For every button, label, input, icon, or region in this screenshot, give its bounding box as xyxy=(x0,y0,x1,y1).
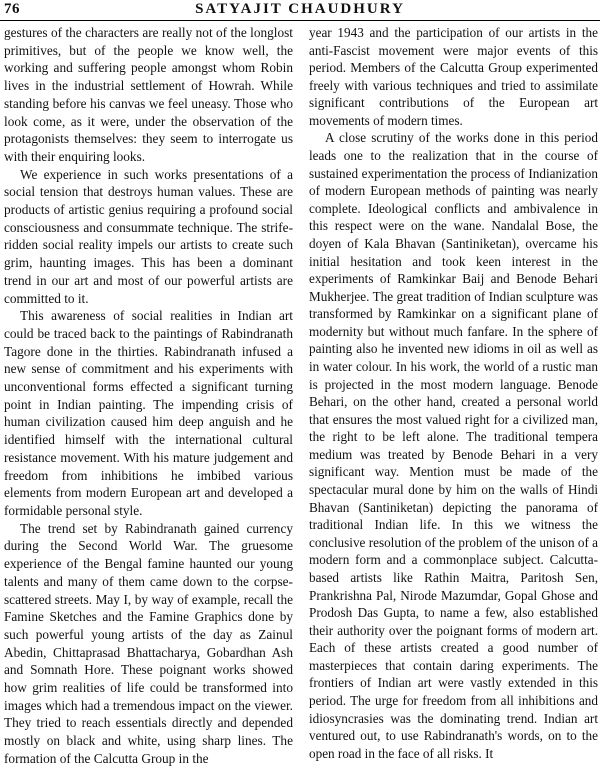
paragraph: The trend set by Rabindranath gained currency during the Second World War. The gruesome experience of the Bengal famine haunted our young talents and many of them came down to the corpse-scattered streets. May I, by way of example, recall the Famine Sketches and the Famine Graphics done by such powerful young artists of the day as Zainul Abedin, Chittaprasad Bhattacharya, Gobardhan Ash and Somnath Hore. These poignant works showed how grim realities of life could be transformed into images which had a tremendous impact on the viewer. They tried to reach essentials directly and depended mostly on black and white, using sharp lines. The formation of the Calcutta Group in the xyxy=(4,520,293,766)
paragraph: gestures of the characters are really not of the longlost primitives, but of the people we know well, the working and suffering people amongst whom Robin lives in the industrial settlement of Howrah. While standing before his canvas we feel uneasy. Those who look come, as it were, under the observation of the protagonists themselves: they seem to interrogate us with their enquiring looks. xyxy=(4,25,293,164)
page-number: 76 xyxy=(4,1,20,17)
right-column xyxy=(309,24,598,762)
running-head: SATYAJIT CHAUDHURY xyxy=(195,1,405,17)
paragraph: This awareness of social realities in Indian art could be traced back to the paintings of Rabindranath Tagore done in the thirties. Rabindranath infused a new sense of commitment and his experiments with unconventional forms effected a significant turning point in Indian painting. The impending crisis of human civilization caused him deep anguish and he identified himself with the international cultural resistance movement. With his mature judgement and freedom from inhibitions he imbibed various elements from modern European art and developed a formidable personal style. xyxy=(4,308,293,518)
left-column xyxy=(4,24,293,768)
page-header xyxy=(0,0,600,21)
paragraph: year 1943 and the participation of our artists in the anti-Fascist movement were major events of this period. Members of the Calcutta Group experimented freely with various techniques and tried to assimilate significant contributions of the European art movements of modern times. xyxy=(309,25,598,128)
paragraph: We experience in such works presentations of a social tension that destroys human values. These are products of artistic genius requiring a profound social consciousness and consummate technique. The strife-ridden social reality impels our artists to create such grim, haunting images. This has been a dominant trend in our art and most of our powerful artists are committed to it. xyxy=(4,166,293,306)
paragraph: A close scrutiny of the works done in this period leads one to the realization that in the course of sustained experimentation the process of Indianization of modern European methods of painting was nearly complete. Ideological conflicts and ambivalence in this respect were on the wane. Nandalal Bose, the doyen of Kala Bhavan (Santiniketan), overcame his initial hesitation and took keen interest in the experiments of Ramkinkar Baij and Benode Behari Mukherjee. The great tradition of Indian sculpture was transformed by Ramkinkar on a significant plane of modernity but without much fanfare. In the sphere of painting also he invented new idioms in oil as well as in water colour. In his work, the world of a rustic man is projected in the most modern language. Benode Behari, on the other hand, created a personal world that ensures the most valued right for a civilized man, the right to be left alone. The traditional tempera medium was treated by Benode Behari in a very significant way. Mention must be made of the spectacular mural done by him on the walls of Hindi Bhavan (Santiniketan) depicting the panorama of traditional Indian life. In this we witness the conclusive resolution of the problem of the unison of a modern form and a commonplace subject. Calcutta-based artists like Rathin Maitra, Paritosh Sen, Prankrishna Pal, Nirode Mazumdar, Gopal Ghose and Prodosh Das Gupta, to name a few, also established their authority over the poignant forms of modern art. Each of these artists created a good number of masterpieces that contain daring experiments. The frontiers of Indian art were vastly extended in this period. The urge for freedom from all inhibitions and idiosyncrasies was the dominating trend. Indian art ventured out, to use Rabindranath's words, on to the open road in the face of all risks. It xyxy=(309,130,598,761)
